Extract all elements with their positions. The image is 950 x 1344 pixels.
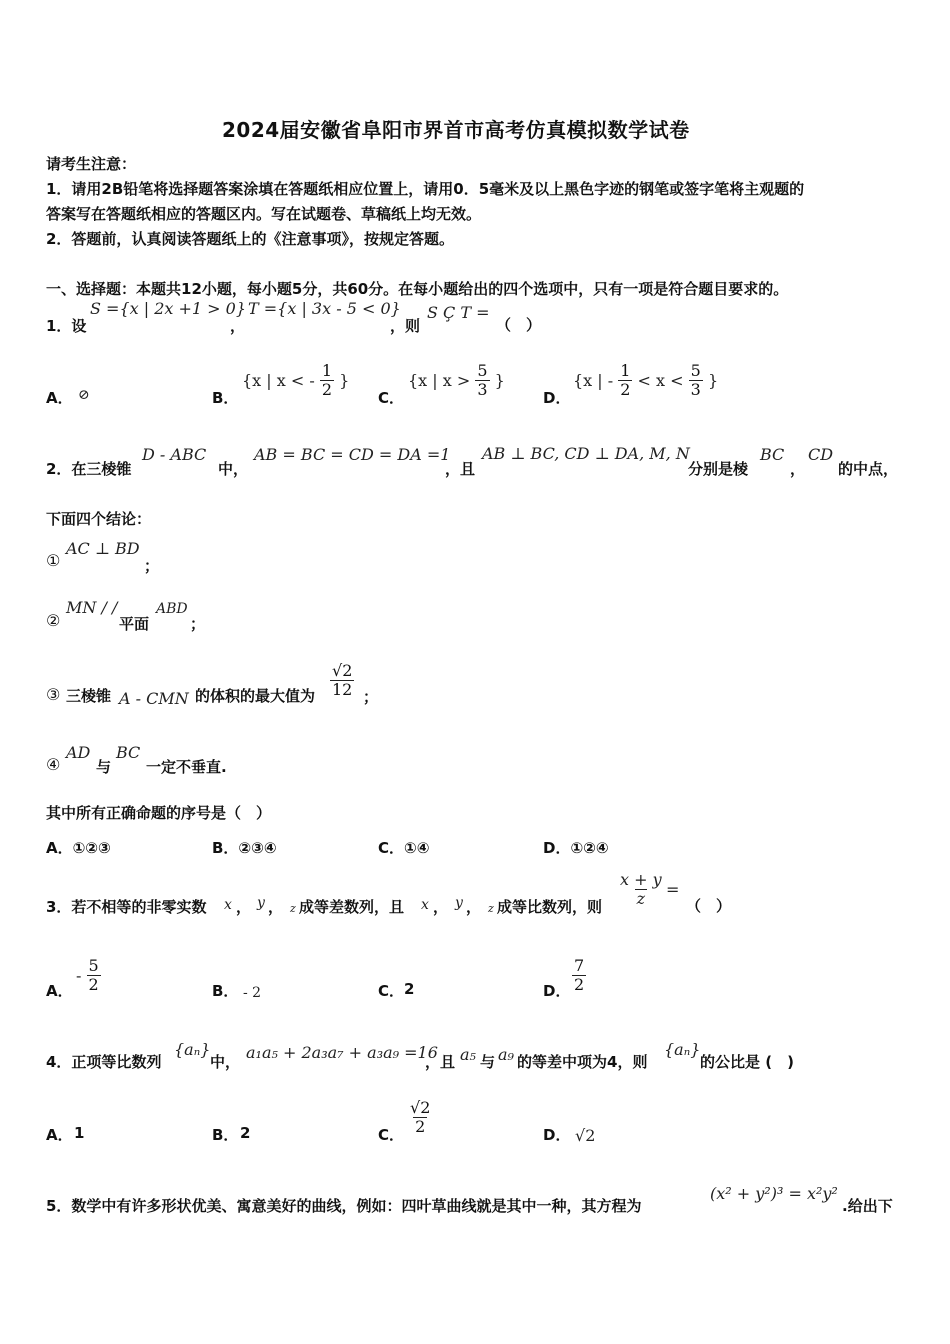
q5-equation: (x² + y²)³ = x²y² [710, 1184, 838, 1203]
empty-set-icon: ⊘ [78, 387, 90, 403]
conclusion-1-end: ； [144, 557, 160, 575]
q3-var-z: z [290, 902, 296, 915]
q4-text-2: 的等差中项为4，则 [517, 1053, 648, 1071]
conclusion-1-mark: ① [46, 551, 61, 570]
q3-option-c-label: C． [378, 982, 405, 1000]
q2-question: 其中所有正确命题的序号是（ ） [46, 804, 272, 822]
q3-var-x: x [224, 897, 232, 913]
q2-midpoint: 的中点， [838, 460, 899, 478]
q3-option-b-label: B． [212, 982, 239, 1000]
section-header: 一、选择题：本题共12小题，每小题5分，共60分。在每小题给出的四个选项中，只有一项是符合题目要求的。 [46, 280, 789, 298]
conclusion-4-mark: ④ [46, 755, 61, 774]
notice-line-2: 答案写在答题纸相应的答题区内。写在试题卷、草稿纸上均无效。 [46, 205, 482, 223]
page-title: 2024届安徽省阜阳市界首市高考仿真模拟数学试卷 [222, 118, 690, 142]
q4-sequence-2: {aₙ} [664, 1040, 701, 1059]
q1-set-s: S ={x | 2x +1 > 0} [90, 299, 247, 318]
q3-comma-4: ， [466, 898, 482, 916]
conclusion-3-middle: 的体积的最大值为 [195, 687, 316, 705]
q4-option-c-label: C． [378, 1126, 405, 1144]
q4-option-c-value: $\frac{√2}{2}$ [410, 1098, 431, 1136]
q2-condition-2: AB ⊥ BC, CD ⊥ DA, M, N [482, 444, 690, 463]
notice-line-3: 2．答题前，认真阅读答题纸上的《注意事项》，按规定答题。 [46, 230, 454, 248]
q4-zhong: 中， [210, 1053, 241, 1071]
conclusion-4-end: 一定不垂直. [146, 758, 227, 776]
q1-option-c-value: {x | x > $\frac{5}{3}$ } [408, 361, 505, 399]
conclusion-2: MN / / [66, 598, 118, 617]
q2-number: 2．在三棱锥 [46, 460, 132, 478]
conclusion-2-end: ； [190, 615, 206, 633]
q1-option-b-label: B． [212, 389, 239, 407]
q3-comma-1: ， [236, 898, 252, 916]
q4-text-1: 4．正项等比数列 [46, 1053, 162, 1071]
q2-edge-cd: CD [808, 445, 834, 464]
q3-comma-2: ， [268, 898, 284, 916]
q3-text-3: 成等比数列，则 [497, 898, 603, 916]
q3-var-y2: y [455, 895, 463, 911]
conclusion-4-bc: BC [116, 743, 141, 762]
conclusion-3-fraction: $\frac{√2}{12}$ [332, 661, 353, 699]
conclusion-3-mark: ③ [46, 685, 61, 704]
conclusion-3-solid: A - CMN [119, 689, 189, 708]
q2-solid: D - ABC [142, 445, 207, 464]
q4-option-b-label: B． [212, 1126, 239, 1144]
conclusion-2-mark: ② [46, 611, 61, 630]
q3-option-b-value: - 2 [243, 985, 262, 1001]
q1-answer-paren: （ ） [496, 316, 542, 334]
q1-option-a-label: A． [46, 389, 73, 407]
conclusion-1: AC ⊥ BD [66, 539, 140, 558]
q1-expression: S Ç T = [427, 303, 490, 322]
q4-option-a-label: A． [46, 1126, 73, 1144]
q2-fenbie: 分别是棱 [688, 460, 749, 478]
q4-a9: a₉ [498, 1045, 514, 1064]
q1-comma: ， [230, 317, 246, 335]
q2-option-c: C．①④ [378, 839, 430, 857]
q5-tail: .给出下 [842, 1197, 893, 1215]
q2-option-d: D．①②④ [543, 839, 609, 857]
conclusion-3-prefix: 三棱锥 [66, 687, 112, 705]
q4-option-d-value: √2 [575, 1126, 596, 1145]
conclusion-2-abd: ABD [156, 601, 188, 617]
q1-option-d-value: {x | - $\frac{1}{2}$ < x < $\frac{5}{3}$ } [573, 361, 719, 399]
q2-edge-bc: BC [760, 445, 785, 464]
q3-var-x2: x [421, 897, 429, 913]
q1-set-t: T ={x | 3x - 5 < 0} [248, 299, 401, 318]
q3-option-c-value: 2 [404, 980, 415, 998]
q1-option-d-label: D． [543, 389, 571, 407]
conclusion-4-ad: AD [66, 743, 91, 762]
q2-comma: ， [790, 460, 806, 478]
q1-option-c-label: C． [378, 389, 405, 407]
q1-option-b-value: {x | x < - $\frac{1}{2}$ } [242, 361, 350, 399]
q3-var-y: y [257, 895, 265, 911]
q2-four-conclusions: 下面四个结论： [46, 510, 152, 528]
q2-qie: ，且 [445, 460, 476, 478]
q3-option-a-value: - $\frac{5}{2}$ [76, 956, 99, 994]
q2-zhong: 中， [218, 460, 249, 478]
q3-option-a-label: A． [46, 982, 73, 1000]
conclusion-2-plane: 平面 [119, 615, 150, 633]
q3-text-1: 3．若不相等的非零实数 [46, 898, 207, 916]
q4-yu: 与 [480, 1053, 496, 1071]
q1-then: ，则 [390, 317, 421, 335]
q5-text: 5．数学中有许多形状优美、寓意美好的曲线，例如：四叶草曲线就是其中一种，其方程为 [46, 1197, 642, 1215]
q3-option-d-label: D． [543, 982, 571, 1000]
q2-option-a: A．①②③ [46, 839, 111, 857]
q4-a5: a₅ [460, 1045, 476, 1064]
notice-heading: 请考生注意： [46, 155, 137, 173]
q4-option-a-value: 1 [74, 1124, 85, 1142]
q3-answer-paren: （ ） [686, 897, 732, 915]
q4-option-b-value: 2 [240, 1124, 251, 1142]
q3-fraction: $\frac{x + y}{z}$ [620, 870, 662, 908]
q4-qie: ，且 [425, 1053, 456, 1071]
q2-option-b: B．②③④ [212, 839, 277, 857]
q1-number: 1．设 [46, 317, 87, 335]
q3-var-z2: z [488, 902, 494, 915]
q3-option-d-value: $\frac{7}{2}$ [574, 956, 585, 994]
q3-text-2: 成等差数列，且 [299, 898, 405, 916]
q2-condition-1: AB = BC = CD = DA =1 [254, 445, 451, 464]
q4-equation: a₁a₅ + 2a₃a₇ + a₃a₉ =16 [246, 1043, 438, 1062]
q4-option-d-label: D． [543, 1126, 571, 1144]
q4-text-3: 的公比是 ( ) [700, 1053, 794, 1071]
q3-comma-3: ， [433, 898, 449, 916]
conclusion-3-end: ； [363, 688, 379, 706]
notice-line-1: 1．请用2B铅笔将选择题答案涂填在答题纸相应位置上，请用0．5毫米及以上黑色字迹的钢笔或签字笔将主观题的 [46, 180, 805, 198]
q3-equals: = [666, 880, 680, 899]
conclusion-4-yu: 与 [96, 758, 112, 776]
q4-sequence: {aₙ} [174, 1040, 211, 1059]
